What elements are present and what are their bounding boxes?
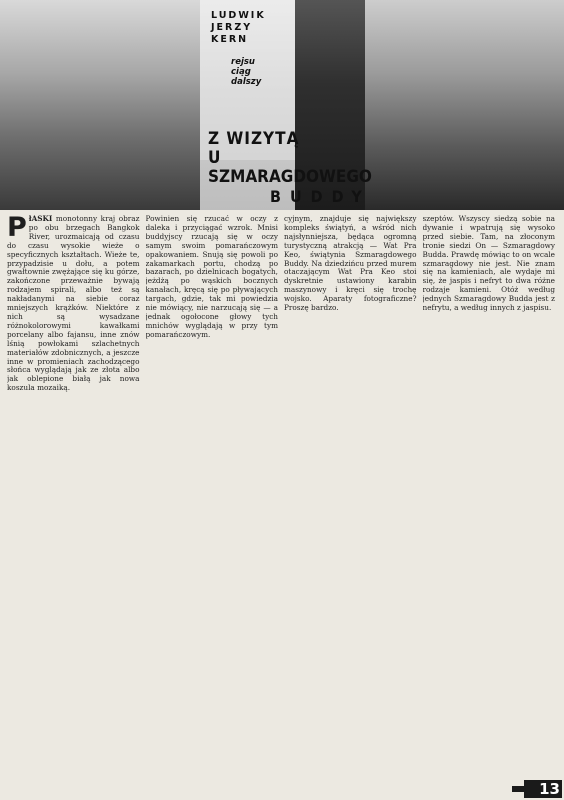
article-column bbox=[146, 215, 279, 775]
lead-word: łASKI bbox=[28, 215, 53, 223]
article-paragraph: cyjnym, znajduje się największy kompleks świątyń, a wśród nich najsłynniejsza, będąca ogromną turystyczną atrakcją — Wat Pra Keo, świątynia Szmaragdowego Buddy. Na dziedzińcu przed murem otaczającym Wat Pra Keo stoi dyskretnie ustawiony karabin maszynowy i kręci się trochę wojsko. Aparaty fotograficzne? Proszę bardzo. bbox=[284, 215, 417, 313]
article-column bbox=[7, 215, 140, 775]
title-line: BUDDY bbox=[270, 187, 371, 206]
title-line: Z WIZYTĄ bbox=[208, 129, 300, 149]
dropcap: P bbox=[7, 215, 27, 243]
paragraph-text: monotonny kraj obraz po obu brzegach Bangkok River, urozmaicają od czasu do czasu wysokie wieże o specyficznych kształtach. Wieże te, przypadzisie u dołu, a potem gwałtownie zwężające się ku górze, zakończone przeważnie bywają rodzajem spirali, albo też są nakładanymi na siebie coraz mniejszych krążków. Niektóre z nich są wysadzane różnokolorowymi kawałkami porcelany albo fajansu, inne znów lśnią powłokami szlachetnych materiałów zdobnicznych, a jeszcze inne w promieniach zachodzącego słońca wyglądają jak ze złota albo jak oblepione białą jak nowa koszula mozaiką. bbox=[7, 215, 140, 393]
author-line: JERZY bbox=[211, 22, 253, 33]
series-line: ciąg bbox=[231, 67, 251, 77]
author-line: LUDWIK bbox=[211, 10, 266, 21]
article-column bbox=[423, 215, 556, 775]
article-title bbox=[208, 130, 378, 206]
title-line: U SZMARAGDOWEGO bbox=[208, 148, 372, 187]
article-paragraph: Powinien się rzucać w oczy z daleka i przyciągać wzrok. Mnisi buddyjscy rzucają się w oczy samym swoim pomarańczowym opakowaniem. Snują się powoli po zakamarkach portu, chodzą po bazarach, po dzielnicach bogatych, jeżdżą po wąskich bocznych kanałach, kręcą się po pływających targach, gdzie, tak mi powiedzia nie mówiący, nie narzucają się — a jednak ogołocone głowy tych mnichów wyglądają w przy tym pomarańczowym. bbox=[145, 215, 278, 339]
author-name bbox=[211, 10, 295, 46]
page-number: 13 bbox=[524, 780, 562, 798]
author-line: KERN bbox=[211, 34, 249, 45]
series-line: rejsu bbox=[231, 57, 255, 67]
article-paragraph bbox=[7, 215, 140, 393]
temple-photo-right bbox=[365, 0, 564, 210]
page-tab-marker bbox=[512, 786, 524, 792]
series-line: dalszy bbox=[231, 77, 262, 87]
article-body bbox=[7, 215, 555, 775]
article-column bbox=[284, 215, 417, 775]
article-paragraph: szeptów. Wszyscy siedzą sobie na dywanie i wpatrują się wysoko przed siebie. Tam, na złoconym tronie siedzi On — Szmaragdowy Budda. Prawdę mówiąc to on wcale szmaragdowy nie jest. Nie znam się na kamieniach, ale wydaje mi się, że jaspis i nefryt to dwa różne rodzaje kamieni. Otóż według jednych Szmaragdowy Budda jest z nefrytu, a według innych z jaspisu. bbox=[422, 215, 555, 313]
temple-photo-left bbox=[0, 0, 200, 210]
series-label bbox=[231, 57, 295, 87]
